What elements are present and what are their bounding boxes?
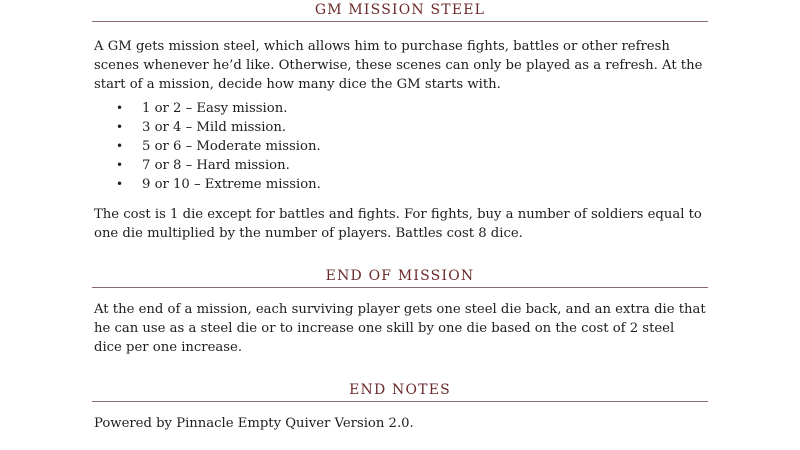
end-notes-body: Powered by Pinnacle Empty Quiver Version 2.0. <box>94 416 414 431</box>
heading-gm-mission-steel: GM MISSION STEEL <box>92 2 708 22</box>
bullet-icon: • <box>116 139 124 153</box>
heading-end-notes: END NOTES <box>92 382 708 402</box>
gm-mission-steel-cost: The cost is 1 die except for battles and fights. For fights, buy a number of soldiers equal to one die multiplied by the number of players. Battles cost 8 dice. <box>94 207 702 241</box>
bullet-icon: • <box>116 120 124 134</box>
list-item-text: 3 or 4 – Mild mission. <box>142 120 287 135</box>
list-item <box>94 175 706 194</box>
bullet-icon: • <box>116 158 124 172</box>
bullet-icon: • <box>116 101 124 115</box>
gm-mission-steel-intro: A GM gets mission steel, which allows him to purchase fights, battles or other refresh scenes whenever he’d like. Otherwise, these scenes can only be played as a refresh. At the start of a mission, decide how many dice the GM starts with. <box>94 39 703 92</box>
list-item-text: 9 or 10 – Extreme mission. <box>142 177 321 192</box>
list-item <box>94 118 706 137</box>
list-item <box>94 99 706 118</box>
mission-difficulty-list <box>94 99 706 194</box>
list-item-text: 5 or 6 – Moderate mission. <box>142 139 321 154</box>
list-item <box>94 137 706 156</box>
end-of-mission-body: At the end of a mission, each surviving player gets one steel die back, and an extra die that he can use as a steel die or to increase one skill by one die based on the cost of 2 steel dice per one increase. <box>94 302 706 355</box>
list-item-text: 7 or 8 – Hard mission. <box>142 158 290 173</box>
bullet-icon: • <box>116 177 124 191</box>
list-item <box>94 156 706 175</box>
heading-end-of-mission: END OF MISSION <box>92 268 708 288</box>
list-item-text: 1 or 2 – Easy mission. <box>142 101 288 116</box>
